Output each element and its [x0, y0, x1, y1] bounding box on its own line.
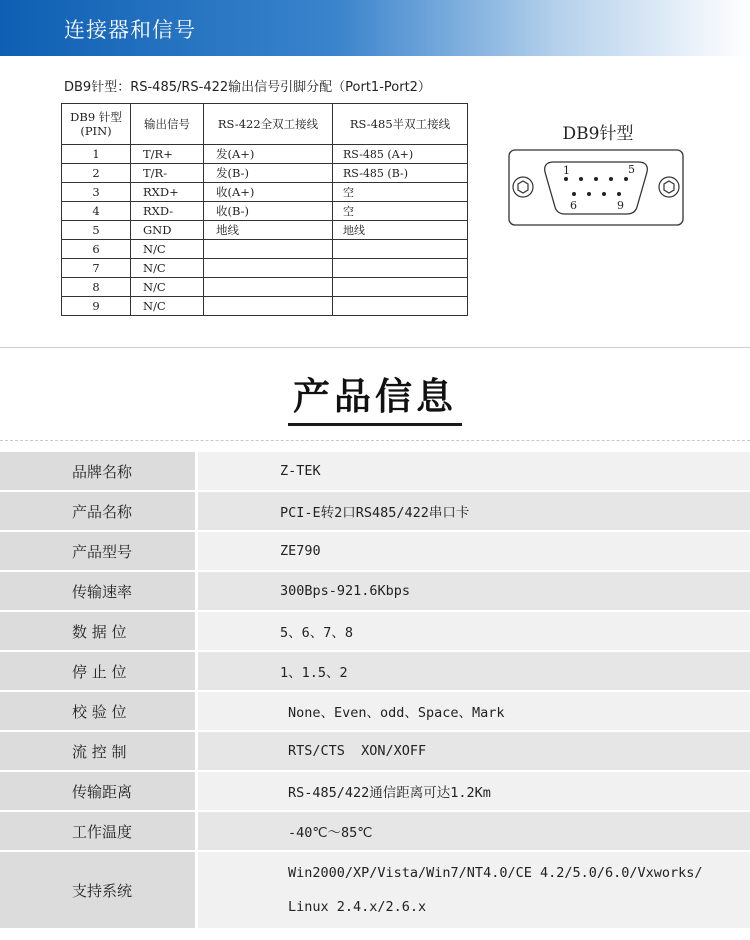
cell-rs485: RS-485 (A+) [333, 145, 468, 164]
spec-value-line2: Linux 2.4.x/2.6.x [288, 899, 427, 915]
spec-key: 传输速率 [0, 572, 195, 610]
cell-pin: 9 [62, 297, 131, 316]
spec-key: 数 据 位 [0, 612, 195, 650]
cell-rs422: 收(A+) [204, 183, 333, 202]
cell-pin: 4 [62, 202, 131, 221]
spec-value: Z-TEK [198, 452, 750, 490]
spec-value: 5、6、7、8 [198, 612, 750, 650]
cell-pin: 7 [62, 259, 131, 278]
cell-pin: 5 [62, 221, 131, 240]
table-row [62, 278, 468, 297]
spec-row [0, 732, 750, 772]
cell-rs485: 地线 [333, 221, 468, 240]
connector-title: DB9针型 [562, 124, 634, 144]
spec-key: 产品名称 [0, 492, 195, 530]
cell-rs485: 空 [333, 183, 468, 202]
cell-rs485 [333, 259, 468, 278]
cell-pin: 2 [62, 164, 131, 183]
cell-signal: GND [131, 221, 204, 240]
spec-key: 品牌名称 [0, 452, 195, 490]
spec-row [0, 852, 750, 930]
banner-title: 连接器和信号 [64, 18, 196, 42]
cell-rs422 [204, 240, 333, 259]
spec-key: 停 止 位 [0, 652, 195, 690]
header-signal: 输出信号 [131, 104, 204, 145]
spec-key: 流 控 制 [0, 732, 195, 770]
spec-row [0, 492, 750, 532]
cell-rs422: 发(A+) [204, 145, 333, 164]
cell-signal: N/C [131, 278, 204, 297]
cell-rs422: 收(B-) [204, 202, 333, 221]
cell-signal: T/R+ [131, 145, 204, 164]
section-separator [0, 347, 750, 348]
cell-rs422 [204, 297, 333, 316]
cell-signal: N/C [131, 297, 204, 316]
spec-key: 产品型号 [0, 532, 195, 570]
pin-assignment-subtitle: DB9针型：RS-485/RS-422输出信号引脚分配（Port1-Port2） [64, 80, 431, 95]
table-row [62, 297, 468, 316]
spec-row [0, 452, 750, 492]
cell-rs485 [333, 240, 468, 259]
spec-key: 校 验 位 [0, 692, 195, 730]
table-row [62, 164, 468, 183]
spec-row [0, 812, 750, 852]
pin-label-9: 9 [617, 199, 624, 212]
spec-key: 工作温度 [0, 812, 195, 850]
spec-row [0, 772, 750, 812]
db9-connector-diagram [506, 120, 686, 230]
cell-rs422: 发(B-) [204, 164, 333, 183]
cell-signal: RXD- [131, 202, 204, 221]
header-rs485: RS-485半双工接线 [333, 104, 468, 145]
spec-row [0, 652, 750, 692]
pin-label-1: 1 [563, 164, 570, 177]
cell-rs485 [333, 278, 468, 297]
spec-key: 支持系统 [0, 852, 195, 928]
spec-value-line1: Win2000/XP/Vista/Win7/NT4.0/CE 4.2/5.0/6.0/Vxworks/ [288, 865, 703, 881]
cell-signal: N/C [131, 240, 204, 259]
cell-rs485: 空 [333, 202, 468, 221]
spec-value: 1、1.5、2 [198, 652, 750, 690]
spec-row [0, 612, 750, 652]
dashed-divider [0, 440, 750, 441]
header-rs422: RS-422全双工接线 [204, 104, 333, 145]
table-row [62, 183, 468, 202]
table-header-row [62, 104, 468, 145]
cell-rs485: RS-485 (B-) [333, 164, 468, 183]
cell-pin: 3 [62, 183, 131, 202]
cell-rs422: 地线 [204, 221, 333, 240]
spec-value: 300Bps-921.6Kbps [198, 572, 750, 610]
spec-value: RS-485/422通信距离可达1.2Km [198, 772, 750, 810]
header-pin: DB9 针型 (PIN) [62, 104, 131, 145]
spec-value: ZE790 [198, 532, 750, 570]
cell-signal: RXD+ [131, 183, 204, 202]
spec-row [0, 572, 750, 612]
table-row [62, 202, 468, 221]
cell-pin: 6 [62, 240, 131, 259]
table-row [62, 259, 468, 278]
section-banner [0, 0, 750, 56]
spec-key: 传输距离 [0, 772, 195, 810]
pin-label-5: 5 [628, 163, 635, 176]
table-row [62, 240, 468, 259]
spec-row [0, 692, 750, 732]
spec-value [198, 852, 750, 928]
cell-pin: 8 [62, 278, 131, 297]
spec-value: -40℃～85℃ [198, 812, 750, 850]
pin-label-6: 6 [570, 199, 577, 212]
cell-rs422 [204, 259, 333, 278]
cell-signal: N/C [131, 259, 204, 278]
spec-table [0, 452, 750, 930]
table-row [62, 145, 468, 164]
spec-value: RTS/CTS XON/XOFF [198, 732, 750, 770]
cell-rs422 [204, 278, 333, 297]
title-underline [288, 423, 462, 426]
pin-assignment-table [61, 103, 468, 316]
product-info-title: 产品信息 [293, 375, 457, 418]
table-row [62, 221, 468, 240]
spec-value: PCI-E转2口RS485/422串口卡 [198, 492, 750, 530]
spec-value: None、Even、odd、Space、Mark [198, 692, 750, 730]
cell-pin: 1 [62, 145, 131, 164]
spec-row [0, 532, 750, 572]
cell-rs485 [333, 297, 468, 316]
cell-signal: T/R- [131, 164, 204, 183]
